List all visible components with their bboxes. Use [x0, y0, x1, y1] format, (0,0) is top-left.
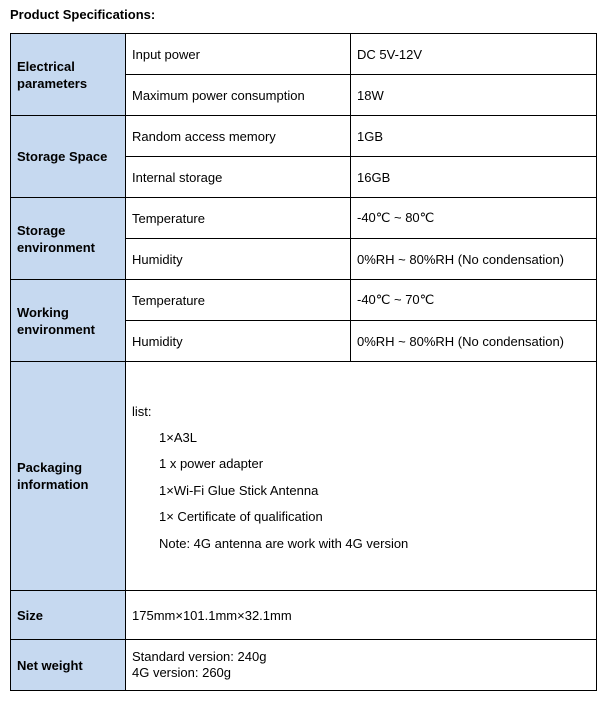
list-item: 1×Wi-Fi Glue Stick Antenna	[159, 482, 319, 498]
net-weight-cell	[126, 640, 597, 691]
value-cell: -40℃ ~ 80℃	[351, 198, 597, 239]
value-cell: 0%RH ~ 80%RH (No condensation)	[351, 239, 597, 280]
table-row	[11, 280, 597, 321]
value-cell: 18W	[351, 75, 597, 116]
table-row	[11, 640, 597, 691]
param-cell: Temperature	[126, 280, 351, 321]
category-storage-space: Storage Space	[11, 116, 126, 198]
value-cell: -40℃ ~ 70℃	[351, 280, 597, 321]
category-storage-environment: Storage environment	[11, 198, 126, 280]
category-working-environment: Working environment	[11, 280, 126, 362]
value-cell: 16GB	[351, 157, 597, 198]
param-cell: Internal storage	[126, 157, 351, 198]
param-cell: Humidity	[126, 321, 351, 362]
net-weight-4g: 4G version: 260g	[132, 665, 232, 680]
param-cell: Input power	[126, 34, 351, 75]
value-cell: DC 5V-12V	[351, 34, 597, 75]
category-electrical: Electrical parameters	[11, 34, 126, 116]
table-row	[11, 591, 597, 640]
table-row	[11, 116, 597, 157]
category-size: Size	[11, 591, 126, 640]
table-row	[11, 34, 597, 75]
list-item: 1× Certificate of qualification	[159, 509, 323, 525]
value-cell: 0%RH ~ 80%RH (No condensation)	[351, 321, 597, 362]
page-title: Product Specifications:	[10, 7, 156, 22]
packaging-note: Note: 4G antenna are work with 4G version	[159, 535, 409, 551]
category-net-weight: Net weight	[11, 640, 126, 691]
packaging-cell	[126, 362, 597, 591]
param-cell: Random access memory	[126, 116, 351, 157]
param-cell: Humidity	[126, 239, 351, 280]
param-cell: Maximum power consumption	[126, 75, 351, 116]
value-cell: 1GB	[351, 116, 597, 157]
list-item: 1×A3L	[159, 429, 197, 445]
table-row	[11, 198, 597, 239]
param-cell: Temperature	[126, 198, 351, 239]
packaging-list-head: list:	[132, 403, 152, 419]
category-packaging: Packaging information	[11, 362, 126, 591]
table-row	[11, 362, 597, 591]
net-weight-standard: Standard version: 240g	[132, 649, 267, 664]
size-value: 175mm×101.1mm×32.1mm	[126, 591, 597, 640]
list-item: 1 x power adapter	[159, 456, 264, 472]
spec-table	[10, 33, 597, 691]
